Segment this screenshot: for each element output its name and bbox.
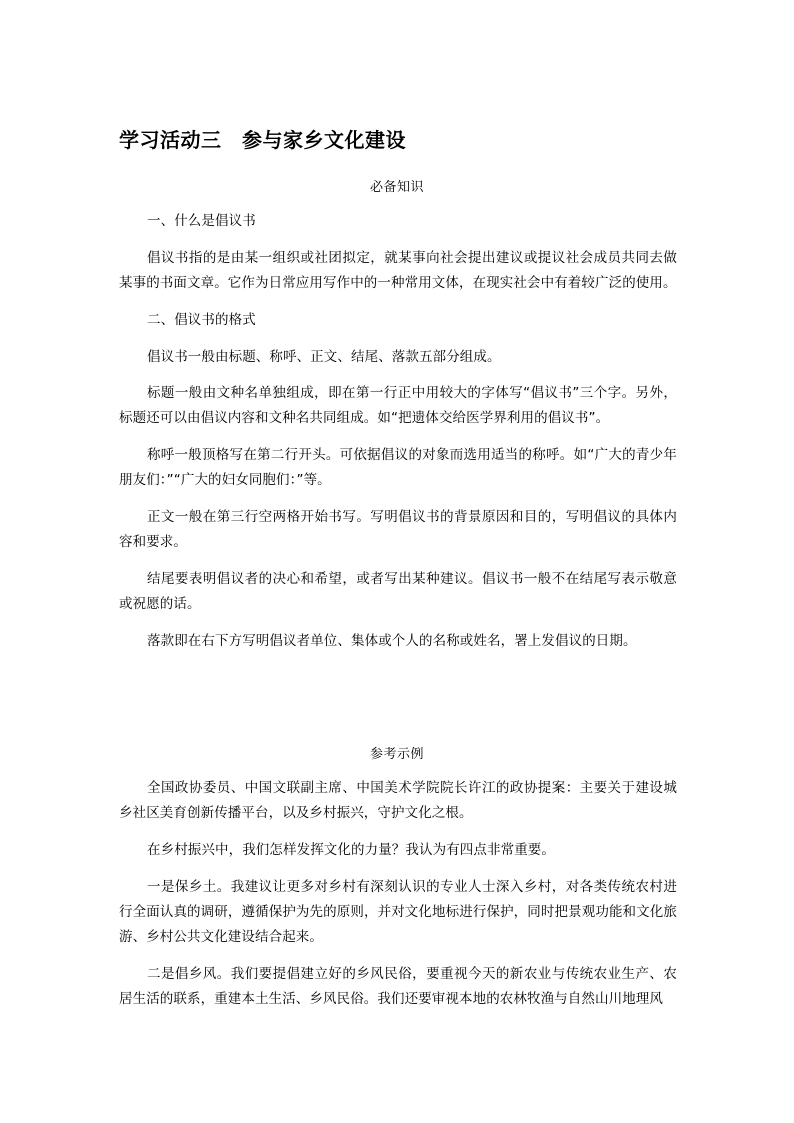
paragraph-signature-rule: 落款即在右下方写明倡议者单位、集体或个人的名称或姓名，署上发倡议的日期。 [147,633,637,649]
paragraph-title-rule: 标题一般由文种名单独组成，即在第一行正中用较大的字体写“倡议书”三个字。另外，标题还可以由倡议内容和文种名共同组成。如“把遗体交给医学界利用的倡议书”。 [119,385,677,426]
paragraph-culture-question: 在乡村振兴中，我们怎样发挥文化的力量？我认为有四点非常重要。 [147,842,555,858]
page-title: 学习活动三 参与家乡文化建设 [119,128,406,152]
paragraph-format-parts: 倡议书一般由标题、称呼、正文、结尾、落款五部分组成。 [147,349,501,365]
subheading-format: 二、倡议书的格式 [147,312,256,328]
paragraph-promote-customs: 二是倡乡风。我们要提倡建立好的乡风民俗，要重视今天的新农业与传统农业生产、农居生活的联系，重建本土生活、乡风民俗。我们还要审视本地的农林牧渔与自然山川地理风 [119,966,677,1007]
section-heading-knowledge: 必备知识 [369,180,424,195]
paragraph-ending-rule: 结尾要表明倡议者的决心和希望，或者写出某种建议。倡议书一般不在结尾写表示敬意或祝愿的话。 [119,571,677,612]
paragraph-protect-rural: 一是保乡土。我建议让更多对乡村有深刻认识的专业人士深入乡村，对各类传统农村进行全面认真的调研，遵循保护为先的原则，并对文化地标进行保护，同时把景观功能和文化旅游、乡村公共文化建设结合起来。 [119,879,677,945]
paragraph-proposal-intro: 全国政协委员、中国文联副主席、中国美术学院院长许江的政协提案：主要关于建设城乡社区美育创新传播平台，以及乡村振兴，守护文化之根。 [119,780,677,821]
paragraph-definition: 倡议书指的是由某一组织或社团拟定，就某事向社会提出建议或提议社会成员共同去做某事的书面文章。它作为日常应用写作中的一种常用文体，在现实社会中有着较广泛的使用。 [119,250,677,291]
subheading-what-is-proposal: 一、什么是倡议书 [147,213,256,229]
paragraph-salutation-rule: 称呼一般顶格写在第二行开头。可依据倡议的对象而选用适当的称呼。如“广大的青少年朋友们：”“广大的妇女同胞们：”等。 [119,447,677,488]
paragraph-body-rule: 正文一般在第三行空两格开始书写。写明倡议书的背景原因和目的，写明倡议的具体内容和要求。 [119,509,677,550]
section-heading-example: 参考示例 [369,747,424,762]
